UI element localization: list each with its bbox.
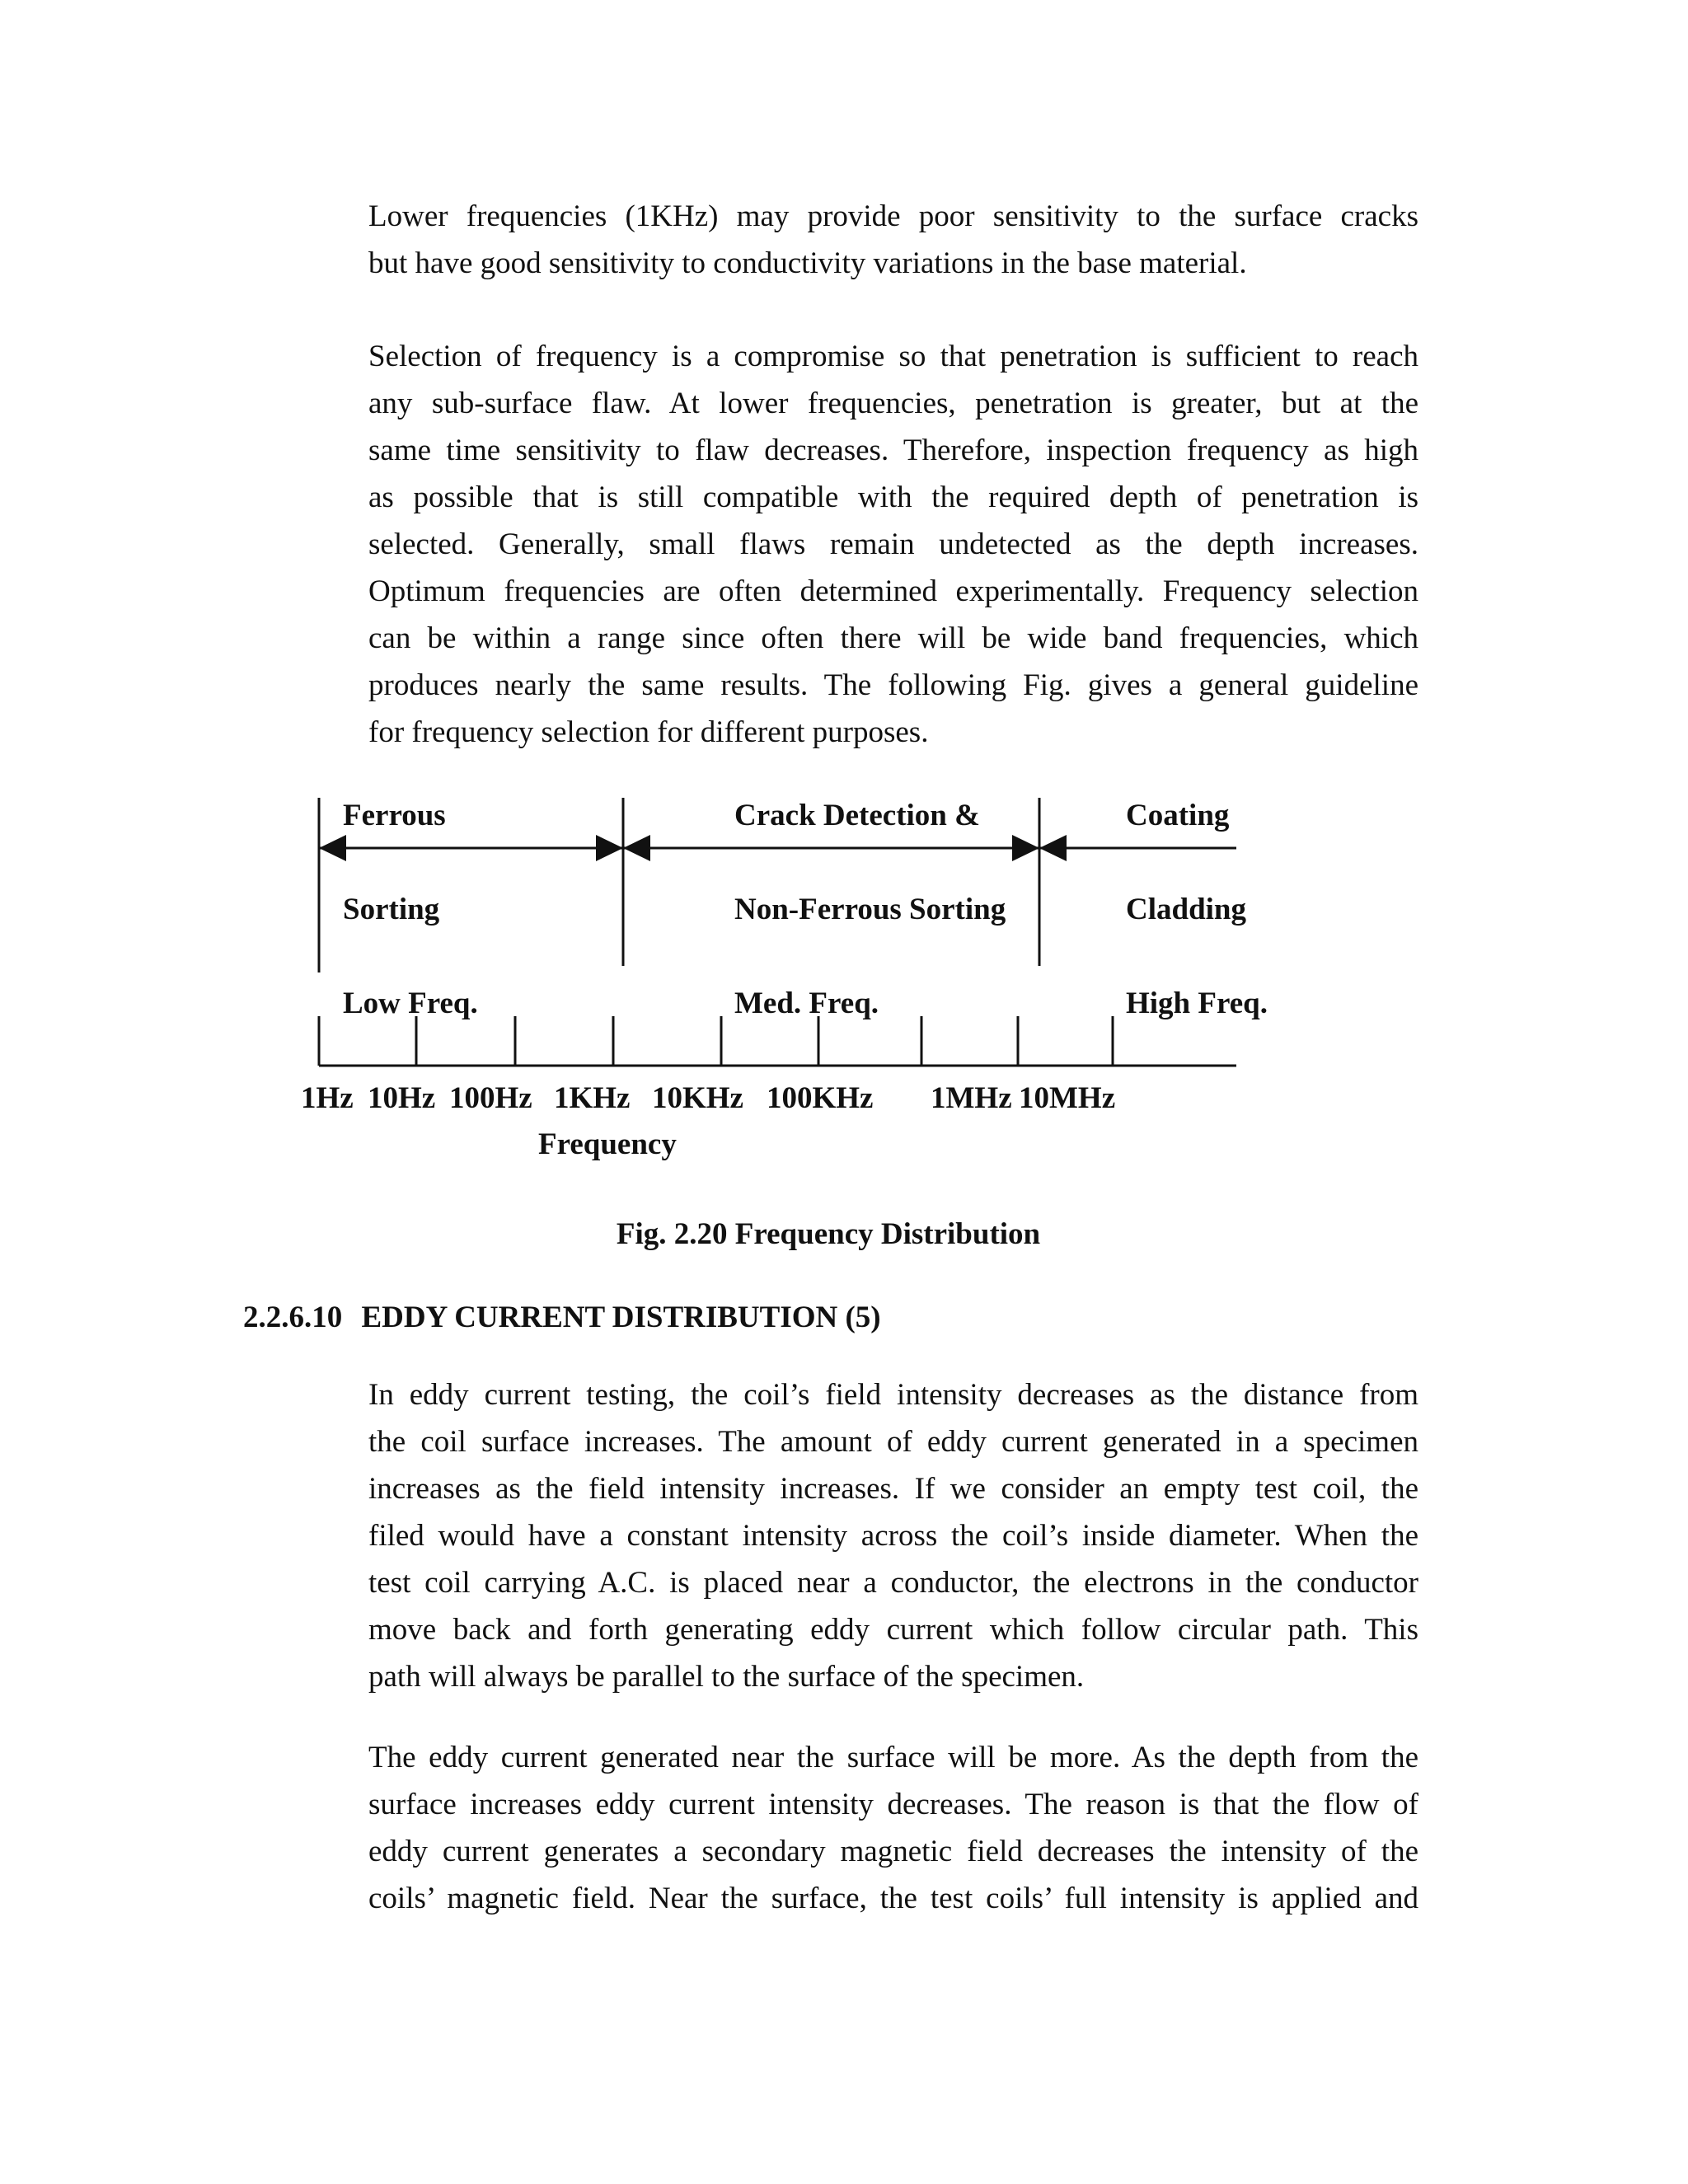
- region-label-sorting: Sorting: [343, 893, 440, 926]
- figure-caption: Fig. 2.20 Frequency Distribution: [616, 1217, 1041, 1251]
- arrowhead-low-left: [319, 835, 346, 861]
- text-line: same time sensitivity to flaw decreases. Therefore, inspection frequency as high: [368, 434, 1418, 467]
- text-line: The eddy current generated near the surface will be more. As the depth from the: [368, 1741, 1418, 1774]
- region-label-non-ferrous-sorting: Non-Ferrous Sorting: [734, 893, 1006, 926]
- tick-label-100hz: 100Hz: [449, 1081, 532, 1115]
- region-label-ferrous: Ferrous: [343, 799, 446, 832]
- text-line: filed would have a constant intensity across the coil’s inside diameter. When the: [368, 1519, 1418, 1553]
- text-line: any sub-surface flaw. At lower frequencies, penetration is greater, but at the: [368, 387, 1418, 420]
- tick-label-10khz: 10KHz: [652, 1081, 743, 1115]
- text-line: as possible that is still compatible with the required depth of penetration is: [368, 480, 1418, 514]
- section-number: 2.2.6.10: [243, 1301, 343, 1334]
- tick-label-100khz: 100KHz: [767, 1081, 874, 1115]
- text-line: test coil carrying A.C. is placed near a conductor, the electrons in the conductor: [368, 1566, 1418, 1600]
- text-line: can be within a range since often there will be wide band frequencies, which: [368, 621, 1418, 655]
- text-line: for frequency selection for different purposes.: [368, 715, 929, 749]
- region-label-med-freq: Med. Freq.: [734, 987, 879, 1020]
- section-title: EDDY CURRENT DISTRIBUTION (5): [361, 1301, 881, 1334]
- text-line: Optimum frequencies are often determined experimentally. Frequency selection: [368, 574, 1418, 608]
- paragraph-eddy-current-testing: [368, 1371, 1418, 1700]
- tick-label-10mhz: 10MHz: [1019, 1081, 1116, 1115]
- region-label-cladding: Cladding: [1126, 893, 1247, 926]
- arrowhead-low-right: [596, 835, 623, 861]
- text-line: but have good sensitivity to conductivity variations in the base material.: [368, 246, 1247, 280]
- tick-label-1hz: 1Hz: [301, 1081, 354, 1115]
- region-label-crack-detection: Crack Detection &: [734, 799, 980, 832]
- text-line: produces nearly the same results. The following Fig. gives a general guideline: [368, 668, 1418, 702]
- arrowhead-med-left: [623, 835, 650, 861]
- arrowhead-high-left: [1039, 835, 1067, 861]
- text-line: In eddy current testing, the coil’s field intensity decreases as the distance from: [368, 1378, 1418, 1412]
- paragraph-eddy-current-depth: [368, 1734, 1418, 1922]
- axis-label-frequency: Frequency: [538, 1127, 677, 1161]
- region-label-high-freq: High Freq.: [1126, 987, 1268, 1020]
- section-heading: [243, 1300, 881, 1335]
- region-label-coating: Coating: [1126, 799, 1230, 832]
- text-line: eddy current generates a secondary magnetic field decreases the intensity of the: [368, 1835, 1418, 1868]
- text-line: selected. Generally, small flaws remain undetected as the depth increases.: [368, 527, 1418, 561]
- text-line: move back and forth generating eddy current which follow circular path. This: [368, 1613, 1418, 1647]
- text-line: increases as the field intensity increases. If we consider an empty test coil, the: [368, 1472, 1418, 1506]
- text-line: the coil surface increases. The amount of eddy current generated in a specimen: [368, 1425, 1418, 1459]
- text-line: surface increases eddy current intensity decreases. The reason is that the flow of: [368, 1788, 1418, 1821]
- tick-label-10hz: 10Hz: [368, 1081, 436, 1115]
- tick-label-1mhz: 1MHz: [931, 1081, 1012, 1115]
- region-label-low-freq: Low Freq.: [343, 987, 478, 1020]
- text-line: path will always be parallel to the surface of the specimen.: [368, 1660, 1085, 1694]
- text-line: Lower frequencies (1KHz) may provide poor sensitivity to the surface cracks: [368, 199, 1418, 233]
- tick-label-1khz: 1KHz: [554, 1081, 631, 1115]
- arrowhead-med-right: [1012, 835, 1039, 861]
- text-line: Selection of frequency is a compromise so that penetration is sufficient to reach: [368, 340, 1418, 373]
- text-line: coils’ magnetic field. Near the surface, the test coils’ full intensity is applied and: [368, 1882, 1418, 1915]
